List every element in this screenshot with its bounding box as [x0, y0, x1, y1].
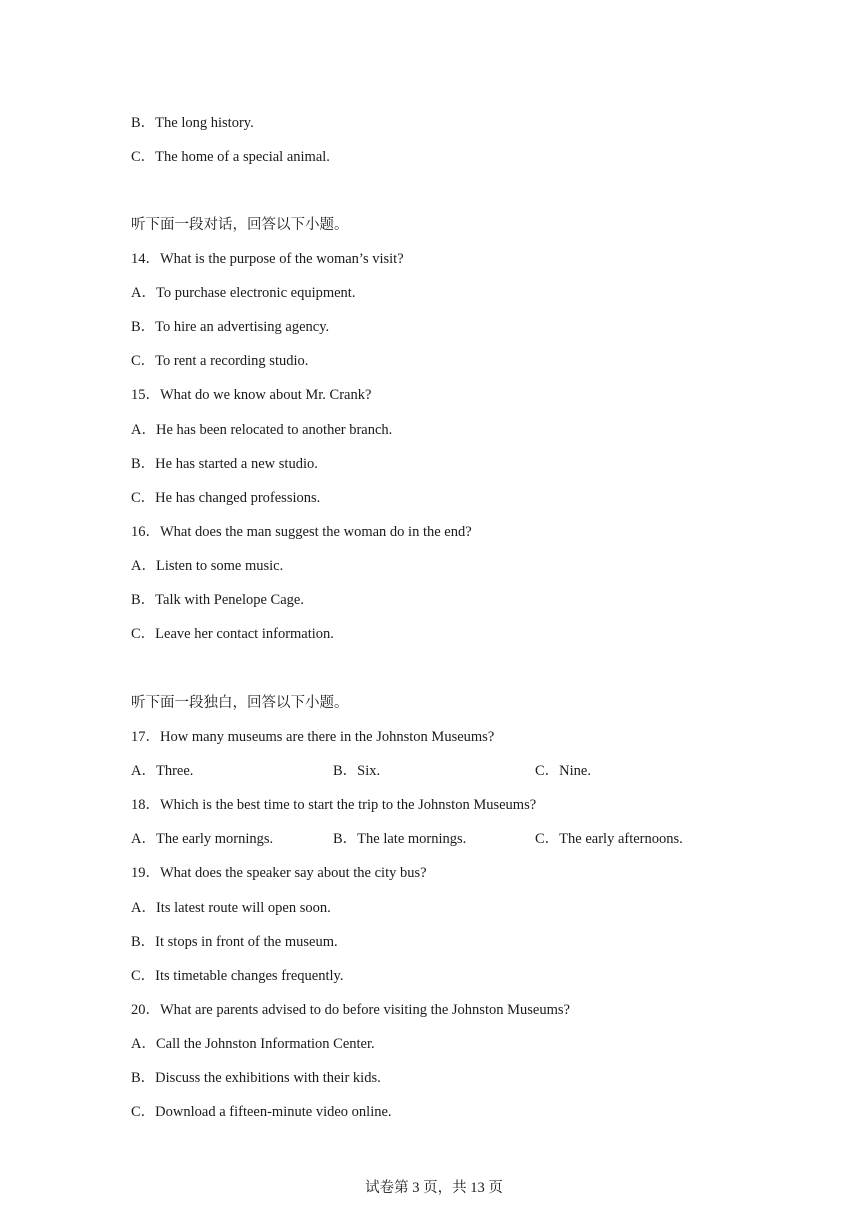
q14-option-a: A．To purchase electronic equipment. [131, 285, 356, 301]
q17-option-c: C．Nine. [535, 763, 591, 779]
q16-option-a: A．Listen to some music. [131, 558, 284, 574]
q14-option-b: B．To hire an advertising agency. [131, 319, 330, 335]
q16-stem: 16．What does the man suggest the woman do in the end? [131, 524, 472, 540]
q15-option-c: C．He has changed professions. [131, 490, 321, 506]
q18-options-row [131, 829, 771, 849]
q18-option-c: C．The early afternoons. [535, 831, 683, 847]
q20-option-b: B．Discuss the exhibitions with their kids. [131, 1070, 381, 1086]
q20-option-c: C．Download a fifteen-minute video online. [131, 1104, 392, 1120]
q20-stem: 20．What are parents advised to do before visiting the Johnston Museums? [131, 1002, 570, 1018]
section-instruction-monologue: 听下面一段独白，回答以下小题。 [131, 695, 349, 711]
q18-option-a: A．The early mornings. [131, 831, 274, 847]
q17-option-b: B．Six. [333, 763, 381, 779]
q16-option-c: C．Leave her contact information. [131, 626, 334, 642]
q19-option-b: B．It stops in front of the museum. [131, 934, 338, 950]
page-footer: 试卷第 3 页，共 13 页 [365, 1180, 503, 1196]
q15-stem: 15．What do we know about Mr. Crank? [131, 387, 372, 403]
q17-options-row [131, 761, 771, 781]
q15-option-a: A．He has been relocated to another branch. [131, 422, 393, 438]
q13-option-b: B．The long history. [131, 115, 254, 131]
q16-option-b: B．Talk with Penelope Cage. [131, 592, 304, 608]
q18-option-b: B．The late mornings. [333, 831, 467, 847]
q15-option-b: B．He has started a new studio. [131, 456, 318, 472]
q18-stem: 18．Which is the best time to start the trip to the Johnston Museums? [131, 797, 537, 813]
q19-option-a: A．Its latest route will open soon. [131, 900, 331, 916]
section-instruction-dialogue: 听下面一段对话，回答以下小题。 [131, 217, 349, 233]
q19-stem: 19．What does the speaker say about the city bus? [131, 865, 427, 881]
q20-option-a: A．Call the Johnston Information Center. [131, 1036, 375, 1052]
q13-option-c: C．The home of a special animal. [131, 149, 330, 165]
q14-stem: 14．What is the purpose of the woman’s visit? [131, 251, 404, 267]
q14-option-c: C．To rent a recording studio. [131, 353, 309, 369]
q17-option-a: A．Three. [131, 763, 194, 779]
q17-stem: 17．How many museums are there in the Johnston Museums? [131, 729, 495, 745]
q19-option-c: C．Its timetable changes frequently. [131, 968, 344, 984]
